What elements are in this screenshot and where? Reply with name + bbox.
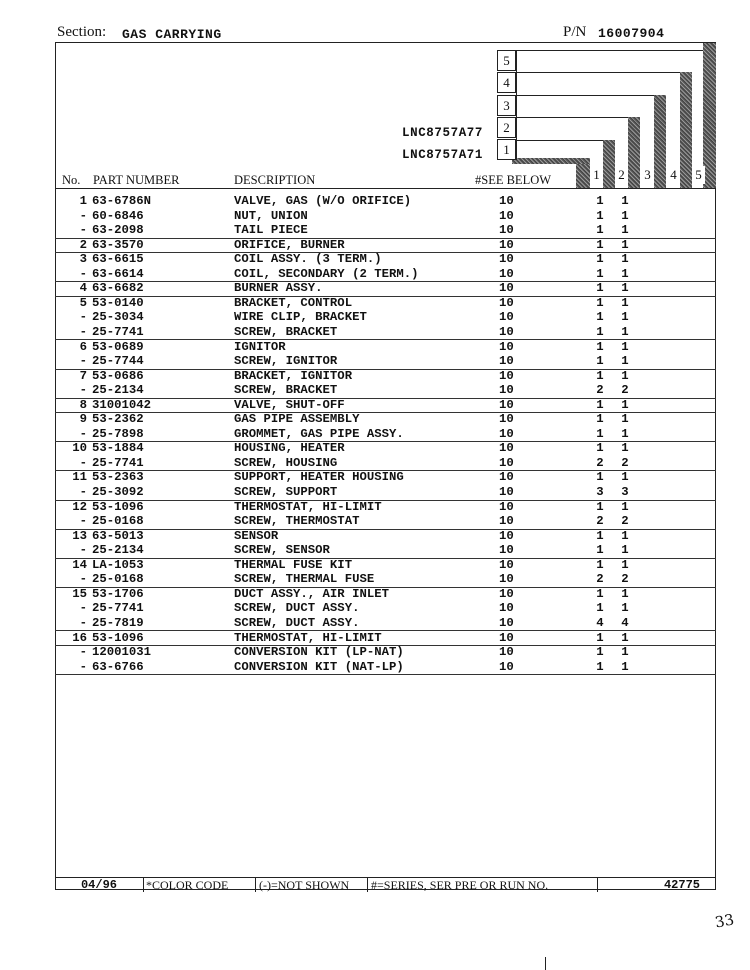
- qty-series-2: 2: [621, 383, 629, 398]
- see-below-value: 10: [499, 194, 514, 208]
- qty-series-2: 1: [621, 543, 629, 558]
- part-number: 63-6682: [92, 281, 144, 296]
- table-row: [55, 543, 716, 559]
- column-header-no: No.: [62, 173, 81, 187]
- see-below-value: 10: [499, 397, 514, 412]
- part-number: 25-2134: [92, 383, 144, 398]
- item-number: -: [79, 426, 87, 441]
- qty-series-1: 1: [596, 601, 604, 616]
- item-number: 4: [79, 281, 87, 296]
- table-row: [55, 456, 716, 472]
- table-row: [55, 514, 716, 530]
- qty-series-1: 2: [596, 455, 604, 470]
- part-number: 63-6766: [92, 659, 144, 674]
- part-number: 63-6614: [92, 266, 144, 281]
- series-box-5: 5: [497, 50, 516, 71]
- see-below-value: 10: [499, 281, 514, 296]
- part-number: 25-7741: [92, 324, 144, 339]
- description: SCREW, BRACKET: [234, 324, 338, 339]
- description: GROMMET, GAS PIPE ASSY.: [234, 426, 404, 441]
- description: VALVE, SHUT-OFF: [234, 397, 345, 412]
- qty-series-2: 1: [621, 281, 629, 296]
- item-number: -: [79, 223, 87, 238]
- item-number: 2: [79, 237, 87, 252]
- description: CONVERSION KIT (NAT-LP): [234, 659, 404, 674]
- table-row: [55, 470, 716, 485]
- item-number: -: [79, 659, 87, 674]
- see-below-value: 10: [499, 441, 514, 456]
- table-row: [55, 354, 716, 370]
- description: SCREW, THERMAL FUSE: [234, 572, 375, 587]
- see-below-value: 10: [499, 310, 514, 325]
- item-number: 11: [72, 470, 87, 485]
- description: GAS PIPE ASSEMBLY: [234, 412, 360, 427]
- table-row: [55, 412, 716, 427]
- qty-series-2: 1: [621, 528, 629, 543]
- table-row: [55, 223, 716, 239]
- see-below-value: 10: [499, 543, 514, 558]
- description: WIRE CLIP, BRACKET: [234, 310, 367, 325]
- part-number: 25-7744: [92, 354, 144, 369]
- description: SCREW, BRACKET: [234, 383, 338, 398]
- item-number: -: [79, 485, 87, 499]
- see-below-value: 10: [499, 295, 514, 310]
- table-row: [55, 529, 716, 544]
- part-number: 63-5013: [92, 528, 144, 543]
- section-label: Section:: [57, 24, 107, 40]
- part-number: 25-7741: [92, 455, 144, 470]
- description: SCREW, THERMOSTAT: [234, 514, 360, 529]
- qty-series-2: 1: [621, 252, 629, 267]
- description: BRACKET, IGNITOR: [234, 368, 353, 383]
- qty-series-1: 1: [596, 310, 604, 325]
- qty-series-1: 1: [596, 659, 604, 674]
- series-col-2: 2: [615, 166, 628, 184]
- description: DUCT ASSY., AIR INLET: [234, 586, 389, 601]
- series-col-3: 3: [641, 166, 654, 184]
- qty-series-1: 4: [596, 615, 604, 630]
- qty-series-1: 1: [596, 281, 604, 296]
- item-number: -: [79, 383, 87, 398]
- part-number: 25-2134: [92, 543, 144, 558]
- part-number: 31001042: [92, 397, 152, 412]
- series-box-4: 4: [497, 72, 516, 93]
- table-row: [55, 558, 716, 573]
- see-below-value: 10: [499, 368, 514, 383]
- see-below-value: 10: [499, 252, 514, 267]
- qty-series-1: 1: [596, 412, 604, 427]
- qty-series-2: 1: [621, 266, 629, 281]
- description: SCREW, IGNITOR: [234, 354, 338, 369]
- see-below-value: 10: [499, 237, 514, 252]
- qty-series-2: 1: [621, 324, 629, 339]
- see-below-value: 10: [499, 615, 514, 630]
- table-row: [55, 587, 716, 602]
- qty-series-2: 1: [621, 470, 629, 485]
- table-row: [55, 340, 716, 355]
- description: SCREW, DUCT ASSY.: [234, 615, 360, 630]
- qty-series-2: 1: [621, 397, 629, 412]
- qty-series-2: 1: [621, 426, 629, 441]
- table-row: [55, 660, 716, 676]
- see-below-value: 10: [499, 383, 514, 398]
- item-number: -: [79, 514, 87, 529]
- qty-series-2: 2: [621, 455, 629, 470]
- description: NUT, UNION: [234, 208, 308, 223]
- qty-series-1: 1: [596, 557, 604, 572]
- series-col-4: 4: [667, 166, 680, 184]
- qty-series-1: 1: [596, 339, 604, 354]
- qty-series-1: 1: [596, 441, 604, 456]
- item-number: 1: [79, 194, 87, 208]
- part-number: 25-7741: [92, 601, 144, 616]
- part-number-label: P/N: [563, 24, 587, 40]
- see-below-value: 10: [499, 455, 514, 470]
- description: SCREW, HOUSING: [234, 455, 338, 470]
- footer-date: 04/96: [55, 878, 144, 892]
- qty-series-1: 1: [596, 368, 604, 383]
- qty-series-1: 1: [596, 194, 604, 208]
- qty-series-1: 1: [596, 237, 604, 252]
- model-number: LNC8757A71: [402, 148, 484, 162]
- qty-series-1: 1: [596, 223, 604, 238]
- table-row: [55, 500, 716, 515]
- qty-series-1: 1: [596, 397, 604, 412]
- see-below-value: 10: [499, 601, 514, 616]
- table-row: [55, 310, 716, 325]
- part-number: 63-6615: [92, 252, 144, 267]
- crop-mark: [545, 957, 546, 970]
- qty-series-2: 1: [621, 586, 629, 601]
- part-number: 25-7898: [92, 426, 144, 441]
- see-below-value: 10: [499, 426, 514, 441]
- qty-series-1: 1: [596, 252, 604, 267]
- description: COIL ASSY. (3 TERM.): [234, 252, 382, 267]
- footer-color-code: *COLOR CODE: [143, 878, 256, 892]
- qty-series-2: 1: [621, 237, 629, 252]
- qty-series-2: 1: [621, 441, 629, 456]
- qty-series-2: 1: [621, 310, 629, 325]
- table-row: [55, 267, 716, 283]
- description: SUPPORT, HEATER HOUSING: [234, 470, 404, 485]
- table-row: [55, 383, 716, 399]
- part-number: 53-2362: [92, 412, 144, 427]
- see-below-value: 10: [499, 499, 514, 514]
- part-number-value: 16007904: [598, 26, 665, 41]
- part-number: 63-3570: [92, 237, 144, 252]
- description: THERMOSTAT, HI-LIMIT: [234, 630, 382, 645]
- part-number: 53-0140: [92, 295, 144, 310]
- item-number: -: [79, 572, 87, 587]
- see-below-value: 10: [499, 528, 514, 543]
- table-row: [55, 572, 716, 588]
- qty-series-2: 1: [621, 354, 629, 369]
- description: HOUSING, HEATER: [234, 441, 345, 456]
- see-below-value: 10: [499, 354, 514, 369]
- part-number: LA-1053: [92, 557, 144, 572]
- item-number: -: [79, 543, 87, 558]
- description: CONVERSION KIT (LP-NAT): [234, 645, 404, 660]
- part-number: 53-2363: [92, 470, 144, 485]
- qty-series-1: 1: [596, 630, 604, 645]
- qty-series-2: 1: [621, 368, 629, 383]
- see-below-value: 10: [499, 572, 514, 587]
- qty-series-1: 2: [596, 572, 604, 587]
- item-number: 14: [72, 557, 87, 572]
- footer-not-shown: (-)=NOT SHOWN: [256, 878, 368, 892]
- item-number: -: [79, 455, 87, 470]
- footer-bar: [55, 877, 716, 892]
- description: SCREW, DUCT ASSY.: [234, 601, 360, 616]
- qty-series-2: 1: [621, 630, 629, 645]
- series-col-5: 5: [692, 166, 705, 184]
- model-number: LNC8757A77: [402, 126, 484, 140]
- see-below-value: 10: [499, 266, 514, 281]
- item-number: 8: [79, 397, 87, 412]
- item-number: -: [79, 601, 87, 616]
- item-number: 13: [72, 528, 87, 543]
- item-number: -: [79, 266, 87, 281]
- series-box-2: 2: [497, 117, 516, 138]
- table-row: [55, 369, 716, 384]
- qty-series-2: 1: [621, 412, 629, 427]
- item-number: -: [79, 310, 87, 325]
- table-row: [55, 325, 716, 341]
- part-number: 25-7819: [92, 615, 144, 630]
- item-number: -: [79, 354, 87, 369]
- see-below-value: 10: [499, 339, 514, 354]
- qty-series-2: 1: [621, 659, 629, 674]
- item-number: -: [79, 645, 87, 660]
- qty-series-2: 1: [621, 499, 629, 514]
- column-header-description: DESCRIPTION: [234, 173, 316, 187]
- qty-series-1: 3: [596, 485, 604, 499]
- item-number: 6: [79, 339, 87, 354]
- qty-series-2: 2: [621, 572, 629, 587]
- qty-series-1: 1: [596, 586, 604, 601]
- page-number-mark: 33: [713, 910, 736, 932]
- description: COIL, SECONDARY (2 TERM.): [234, 266, 419, 281]
- part-number: 63-2098: [92, 223, 144, 238]
- part-number: 53-0689: [92, 339, 144, 354]
- table-row: [55, 252, 716, 267]
- column-header-see-below: #SEE BELOW: [475, 173, 552, 187]
- table-row: [55, 209, 716, 224]
- see-below-value: 10: [499, 223, 514, 238]
- description: IGNITOR: [234, 339, 286, 354]
- qty-series-1: 1: [596, 543, 604, 558]
- description: THERMOSTAT, HI-LIMIT: [234, 499, 382, 514]
- part-number: 53-1096: [92, 499, 144, 514]
- part-number: 53-1096: [92, 630, 144, 645]
- part-number: 25-3034: [92, 310, 144, 325]
- part-number: 60-6846: [92, 208, 144, 223]
- part-number: 53-1706: [92, 586, 144, 601]
- qty-series-1: 1: [596, 470, 604, 485]
- table-row: [55, 485, 716, 501]
- description: VALVE, GAS (W/O ORIFICE): [234, 194, 412, 208]
- see-below-value: 10: [499, 485, 514, 499]
- description: SENSOR: [234, 528, 279, 543]
- column-header-part-number: PART NUMBER: [93, 173, 180, 187]
- qty-series-2: 1: [621, 601, 629, 616]
- qty-series-2: 4: [621, 615, 629, 630]
- description: SCREW, SUPPORT: [234, 485, 338, 499]
- qty-series-2: 2: [621, 514, 629, 529]
- table-row: [55, 441, 716, 456]
- series-col-1: 1: [590, 166, 603, 184]
- table-row: [55, 281, 716, 297]
- see-below-value: 10: [499, 208, 514, 223]
- see-below-value: 10: [499, 412, 514, 427]
- description: SCREW, SENSOR: [234, 543, 330, 558]
- item-number: 7: [79, 368, 87, 383]
- table-row: [55, 616, 716, 632]
- qty-series-1: 1: [596, 295, 604, 310]
- part-number: 53-0686: [92, 368, 144, 383]
- part-number: 25-0168: [92, 572, 144, 587]
- description: ORIFICE, BURNER: [234, 237, 345, 252]
- item-number: 12: [72, 499, 87, 514]
- item-number: 10: [72, 441, 87, 456]
- table-row: [55, 427, 716, 443]
- table-row: [55, 601, 716, 616]
- qty-series-2: 1: [621, 339, 629, 354]
- qty-series-1: 1: [596, 645, 604, 660]
- part-number: 12001031: [92, 645, 152, 660]
- qty-series-1: 1: [596, 354, 604, 369]
- description: BRACKET, CONTROL: [234, 295, 353, 310]
- qty-series-1: 1: [596, 528, 604, 543]
- table-row: [55, 398, 716, 414]
- qty-series-2: 3: [621, 485, 629, 499]
- section-value: GAS CARRYING: [122, 27, 222, 42]
- description: TAIL PIECE: [234, 223, 308, 238]
- footer-doc-number: 42775: [663, 878, 700, 892]
- qty-series-2: 1: [621, 557, 629, 572]
- see-below-value: 10: [499, 557, 514, 572]
- qty-series-2: 1: [621, 208, 629, 223]
- footer-series-note: #=SERIES, SER PRE OR RUN NO.: [368, 878, 598, 892]
- item-number: -: [79, 208, 87, 223]
- item-number: 3: [79, 252, 87, 267]
- qty-series-1: 2: [596, 514, 604, 529]
- item-number: 5: [79, 295, 87, 310]
- table-row: [55, 296, 716, 311]
- qty-series-1: 1: [596, 208, 604, 223]
- item-number: 15: [72, 586, 87, 601]
- table-row: [55, 238, 716, 254]
- part-number: 25-3092: [92, 485, 144, 499]
- table-row: [55, 631, 716, 647]
- description: BURNER ASSY.: [234, 281, 323, 296]
- part-number: 63-6786N: [92, 194, 152, 208]
- qty-series-2: 1: [621, 194, 629, 208]
- description: THERMAL FUSE KIT: [234, 557, 353, 572]
- see-below-value: 10: [499, 586, 514, 601]
- qty-series-1: 1: [596, 426, 604, 441]
- series-box-3: 3: [497, 95, 516, 116]
- qty-series-1: 1: [596, 499, 604, 514]
- item-number: 9: [79, 412, 87, 427]
- see-below-value: 10: [499, 645, 514, 660]
- qty-series-1: 1: [596, 324, 604, 339]
- item-number: 16: [72, 630, 87, 645]
- item-number: -: [79, 615, 87, 630]
- series-box-1: 1: [497, 139, 516, 160]
- see-below-value: 10: [499, 659, 514, 674]
- see-below-value: 10: [499, 630, 514, 645]
- table-row: [55, 194, 716, 209]
- qty-series-2: 1: [621, 295, 629, 310]
- series-indicator-graphic: [0, 0, 750, 200]
- part-number: 25-0168: [92, 514, 144, 529]
- qty-series-2: 1: [621, 645, 629, 660]
- table-row: [55, 645, 716, 660]
- qty-series-1: 1: [596, 266, 604, 281]
- qty-series-2: 1: [621, 223, 629, 238]
- see-below-value: 10: [499, 470, 514, 485]
- see-below-value: 10: [499, 324, 514, 339]
- see-below-value: 10: [499, 514, 514, 529]
- qty-series-1: 2: [596, 383, 604, 398]
- part-number: 53-1884: [92, 441, 144, 456]
- item-number: -: [79, 324, 87, 339]
